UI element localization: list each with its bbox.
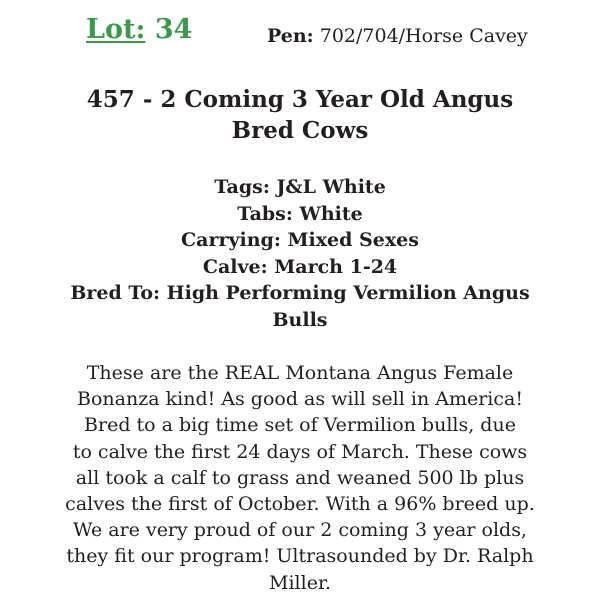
title-line: Bred Cows bbox=[231, 117, 369, 144]
lot-value: 34 bbox=[154, 14, 193, 45]
description-line: These are the REAL Montana Angus Female bbox=[86, 362, 514, 384]
title-line: 457 - 2 Coming 3 Year Old Angus bbox=[86, 86, 514, 113]
lot-number bbox=[86, 14, 192, 45]
pen-label: Pen: bbox=[267, 25, 314, 47]
pen-info bbox=[267, 25, 528, 47]
description-line: all took a calf to grass and weaned 500 lb plus bbox=[75, 466, 525, 489]
bred-to-detail-continued: Bulls bbox=[272, 308, 328, 331]
bred-to-detail: Bred To: High Performing Vermilion Angus bbox=[70, 282, 530, 305]
description-line: Miller. bbox=[269, 571, 331, 594]
description-line: Bonanza kind! As good as will sell in America! bbox=[77, 388, 523, 411]
description-line: calves the first of October. With a 96% breed up. bbox=[65, 493, 535, 516]
lot-description bbox=[40, 360, 560, 596]
lot-header bbox=[86, 14, 528, 54]
tabs-detail: Tabs: White bbox=[237, 202, 363, 225]
description-line: they fit our program! Ultrasounded by Dr. Ralph bbox=[66, 545, 534, 568]
calve-detail: Calve: March 1-24 bbox=[202, 255, 398, 278]
description-line: to calve the first 24 days of March. These cows bbox=[72, 440, 528, 463]
lot-title bbox=[40, 84, 560, 146]
lot-details bbox=[40, 174, 560, 334]
tags-detail: Tags: J&L White bbox=[214, 176, 386, 198]
description-line: We are very proud of our 2 coming 3 year olds, bbox=[73, 519, 527, 542]
description-line: Bred to a big time set of Vermilion bulls, due bbox=[84, 414, 516, 437]
carrying-detail: Carrying: Mixed Sexes bbox=[181, 229, 419, 252]
lot-label: Lot: bbox=[86, 14, 146, 45]
pen-value: 702/704/Horse Cavey bbox=[319, 25, 528, 47]
